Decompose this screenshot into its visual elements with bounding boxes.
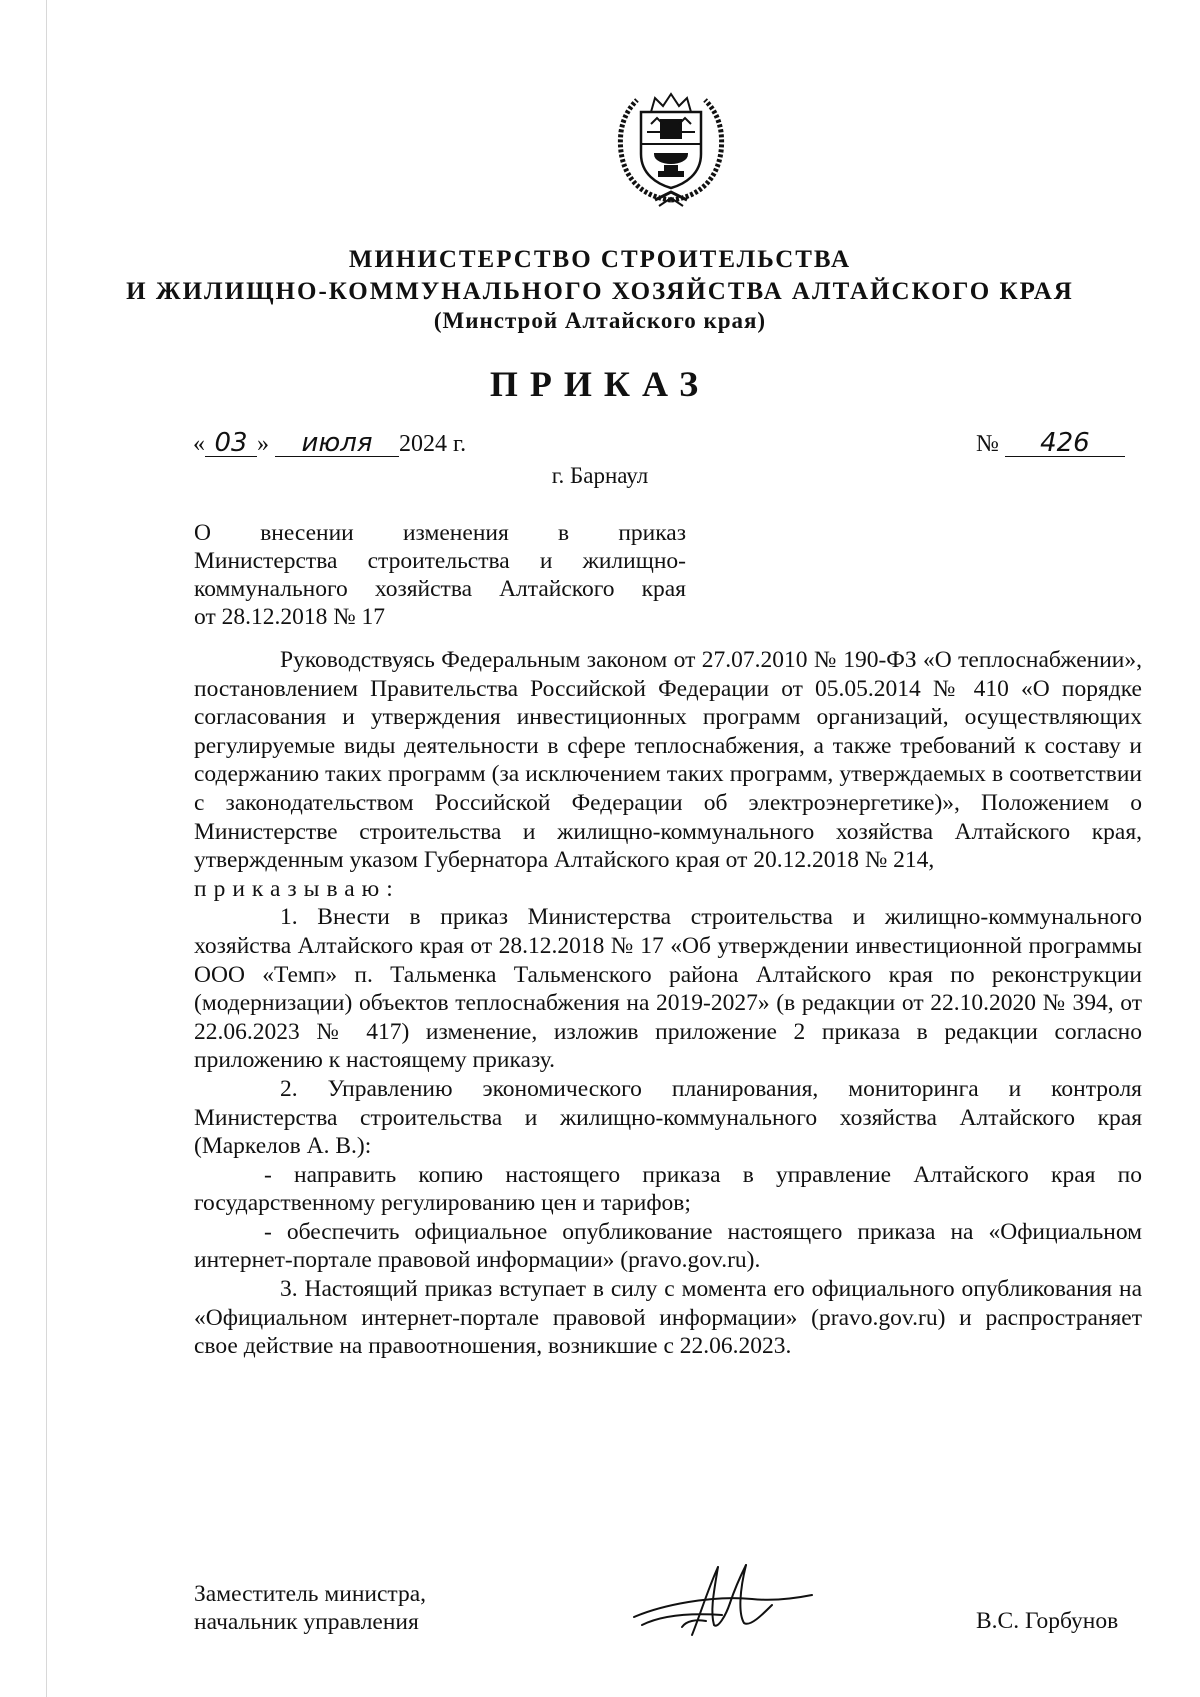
preamble-paragraph: Руководствуясь Федеральным законом от 27.07.2010 № 190-ФЗ «О теплоснабжении», постановлением Правительства Российской Федерации от 05.05.2014 № 410 «О порядке согласования и утверждения инвестиционных программ организаций, осуществляющих регулируемые виды деятельности в сфере теплоснабжения, а также требований к составу и содержанию таких программ (за исключением таких программ, утверждаемых в соответствии с законодательством Российской Федерации об электроэнергетике)», Положением о Министерстве строительства и жилищно-коммунального хозяйства Алтайского края, утвержденным указом Губернатора Алтайского края от 20.12.2018 № 214, [194, 647, 1142, 874]
date-open-quote: « [193, 431, 205, 457]
ministry-short-name: (Минстрой Алтайского края) [433, 308, 767, 333]
subject-line: от 28.12.2018 № 17 [194, 604, 386, 630]
order-subject [194, 519, 686, 631]
city-of-issue: г. Барнаул [551, 463, 649, 488]
handwritten-signature [622, 1555, 822, 1645]
order-body [194, 646, 1142, 1361]
date-month-handwritten: июля [275, 430, 399, 457]
date-year: 2024 г. [399, 431, 467, 457]
order-item-2: 2. Управлению экономического планирования, мониторинга и контроля Министерства строительства и жилищно-коммунального хозяйства Алтайского края (Маркелов А. В.): [194, 1075, 1142, 1160]
altai-coat-of-arms-emblem [611, 88, 731, 208]
order-item-2-subitem-2: - обеспечить официальное опубликование настоящего приказа на «Официальном интернет-портале правовой информации» (pravo.gov.ru). [194, 1218, 1142, 1274]
signer-position [194, 1580, 426, 1636]
date-close-quote: » [257, 431, 269, 457]
ministry-name-line1: МИНИСТЕРСТВО СТРОИТЕЛЬСТВА [348, 246, 852, 273]
order-item-2-subitem-1: - направить копию настоящего приказа в управление Алтайского края по государственному регулированию цен и тарифов; [194, 1161, 1142, 1217]
document-type-title: ПРИКАЗ [489, 364, 711, 404]
order-date [193, 430, 466, 458]
number-value-handwritten: 426 [1005, 430, 1125, 457]
number-label: № [976, 431, 999, 457]
order-item-1: 1. Внести в приказ Министерства строительства и жилищно-коммунального хозяйства Алтайского края от 28.12.2018 № 17 «Об утверждении инвестиционной программы ООО «Темп» п. Тальменка Тальменского района Алтайского края по реконструкции (модернизации) объектов теплоснабжения на 2019-2027» (в редакции от 22.10.2020 № 394, от 22.06.2023 № 417) изменение, изложив приложение 2 приказа в редакции согласно приложению к настоящему приказу. [194, 904, 1142, 1074]
subject-line: Министерства строительства и жилищно- [194, 548, 686, 574]
date-day-handwritten: 03 [205, 430, 257, 457]
order-word: приказываю: [194, 875, 400, 902]
ministry-name-line2: И ЖИЛИЩНО-КОММУНАЛЬНОГО ХОЗЯЙСТВА АЛТАЙСКОГО КРАЯ [126, 278, 1074, 305]
signer-position-line1: Заместитель министра, [194, 1581, 427, 1607]
order-item-3: 3. Настоящий приказ вступает в силу с момента его официального опубликования на «Официальном интернет-портале правовой информации» (pravo.gov.ru) и распространяет свое действие на правоотношения, возникшие с 22.06.2023. [194, 1276, 1142, 1360]
order-number [976, 430, 1125, 458]
signer-position-line2: начальник управления [194, 1609, 419, 1635]
subject-line: О внесении изменения в приказ [194, 520, 686, 546]
subject-line: коммунального хозяйства Алтайского края [194, 576, 686, 602]
signer-name: В.С. Горбунов [976, 1608, 1119, 1634]
